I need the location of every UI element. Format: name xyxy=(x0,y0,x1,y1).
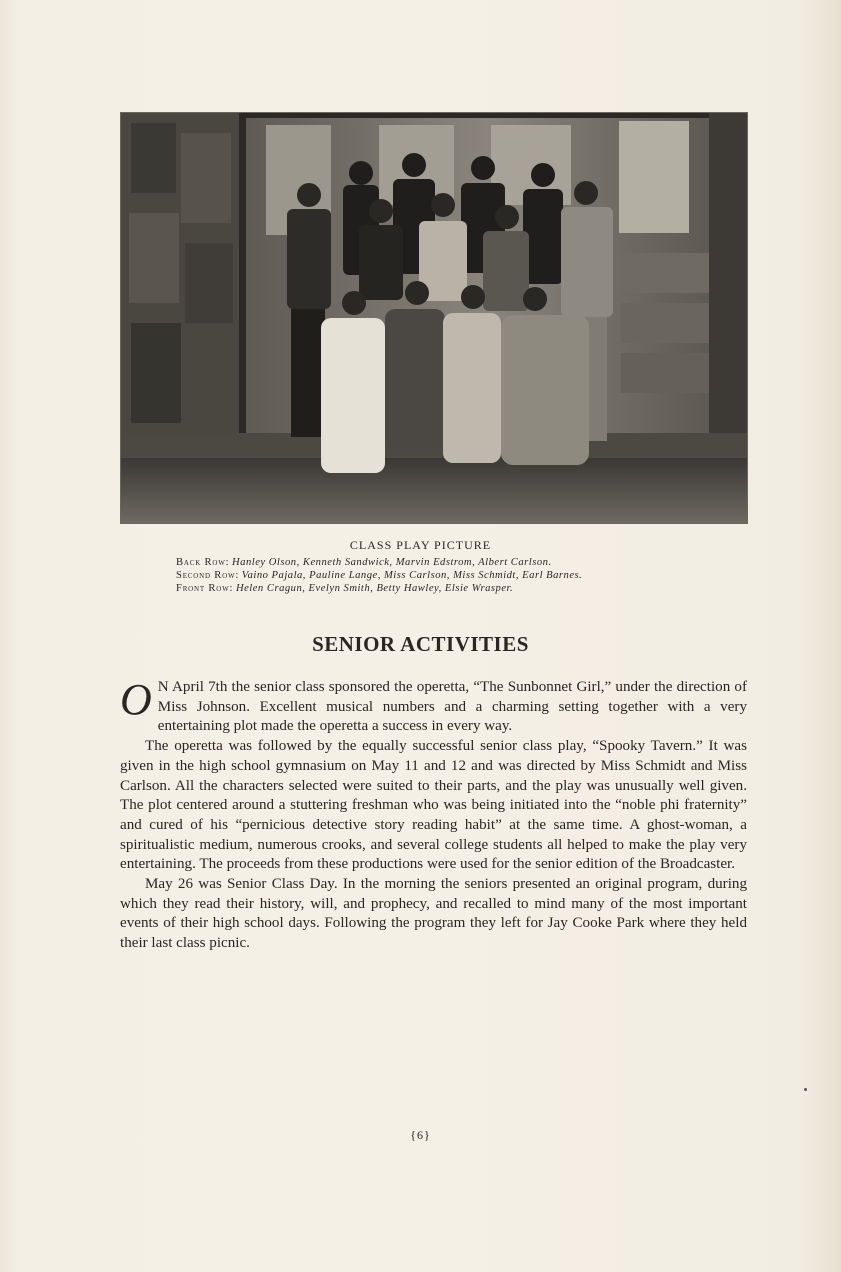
article-body xyxy=(120,675,747,954)
caption-row-label: Second Row: xyxy=(176,570,240,581)
drop-cap: O xyxy=(120,675,152,724)
caption-row-back xyxy=(176,556,736,569)
class-play-photo xyxy=(120,112,748,524)
caption-row-label: Back Row: xyxy=(176,557,230,568)
caption-row-names: Helen Cragun, Evelyn Smith, Betty Hawley, Elsie Wrasper. xyxy=(235,583,514,594)
photo-caption-title: CLASS PLAY PICTURE xyxy=(349,538,492,552)
caption-row-label: Front Row: xyxy=(176,583,234,594)
article-paragraph-2: The operetta was followed by the equally successful senior class play, “Spooky Tavern.” It was given in the high school gymnasium on May 11 and 12 and was directed by Miss Schmidt and Miss Carlson. All the characters selected were suited to their parts, and the play was unusually well given. The plot centered around a stuttering freshman who was being initiated into the “noble phi fraternity” and cured of his “pernicious detective story reading habit” at the same time. A ghost-woman, a spiritualistic medium, numerous crooks, and several college students all helped to make the play very entertaining. The proceeds from these productions were used for the senior edition of the Broadcaster. xyxy=(120,738,747,873)
paper-speck xyxy=(804,1088,807,1091)
caption-row-names: Hanley Olson, Kenneth Sandwick, Marvin Edstrom, Albert Carlson. xyxy=(232,557,552,568)
article-paragraph-3: May 26 was Senior Class Day. In the morning the seniors presented an original program, during which they read their history, will, and prophecy, and recalled to mind many of the most important events of their high school days. Following the program they left for Jay Cooke Park where they held their last class picnic. xyxy=(120,876,747,952)
paragraph-text: N April 7th the senior class sponsored the operetta, “The Sunbonnet Girl,” under the direction of Miss Johnson. Excellent musical numbers and a charming setting together with a very entertaining plot made the operetta a success in every way. xyxy=(157,679,747,735)
caption-row-second xyxy=(176,569,736,582)
article-paragraph-1 xyxy=(120,675,747,737)
class-play-photo-image xyxy=(121,113,747,523)
article-heading: SENIOR ACTIVITIES xyxy=(312,632,529,656)
page-number: {6} xyxy=(410,1128,431,1142)
caption-row-names: Vaino Pajala, Pauline Lange, Miss Carlson, Miss Schmidt, Earl Barnes. xyxy=(241,570,583,581)
photo-caption-rows xyxy=(176,556,736,595)
caption-row-front xyxy=(176,582,736,595)
